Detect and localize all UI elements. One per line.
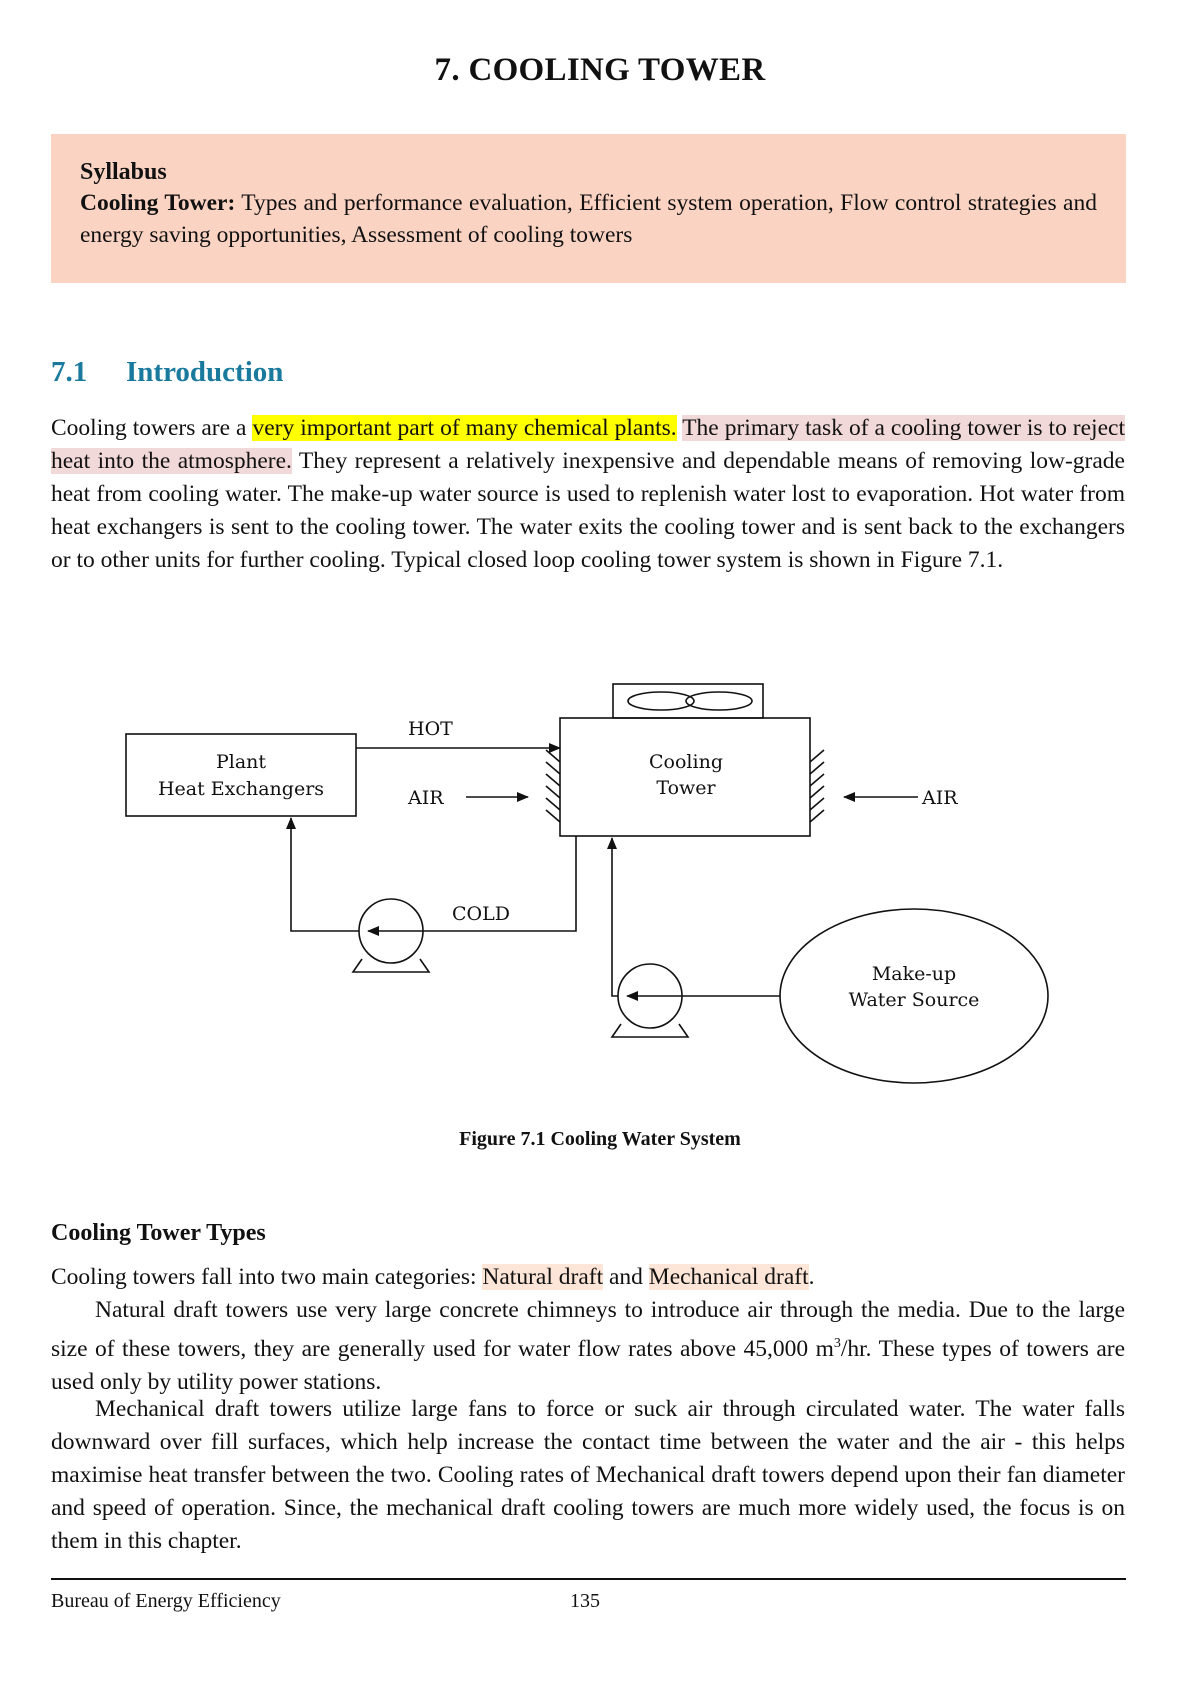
page-title: 7. COOLING TOWER xyxy=(434,52,766,88)
intro-highlight-pink: The primary task of a cooling tower is to reject heat into the atmosphere. xyxy=(51,415,1125,474)
types-paragraph-3: Mechanical draft towers utilize large fans to force or suck air through circulated water. The water falls downward over fill surfaces, which help increase the contact time between the water and the air - this helps maximise heat transfer between the two. Cooling rates of Mechanical draft towers depend upon their fan diameter and speed of operation. Since, the mechanical draft cooling towers are much more widely used, the focus is on them in this chapter. xyxy=(51,1396,1125,1554)
section-heading xyxy=(51,356,283,389)
makeup-label-line2: Water Source xyxy=(848,989,980,1011)
makeup-label-line1: Make-up xyxy=(871,963,957,985)
makeup-to-tower-line xyxy=(612,838,618,996)
cold-label: COLD xyxy=(452,903,510,925)
section-number: 7.1 xyxy=(51,356,88,388)
types-p2-superscript: 3 xyxy=(833,1336,841,1351)
plant-heat-exchangers-box xyxy=(126,734,356,816)
tower-label-line1: Cooling xyxy=(649,751,723,773)
louvres-left xyxy=(546,750,560,822)
types-p2-text-a: Natural draft towers use very large concrete chimneys to introduce air through the media. Due to the large size of these towers, they are generally used for water flow rates above 45,000 m xyxy=(51,1297,1125,1362)
natural-draft-highlight: Natural draft xyxy=(482,1264,604,1290)
types-paragraph-1 xyxy=(51,1261,1125,1294)
pump-cold-base xyxy=(353,959,429,972)
types-p1-text: Cooling towers fall into two main categories: xyxy=(51,1264,483,1290)
intro-text-3: They represent a relatively inexpensive and dependable means of removing low-grade heat from cooling water. The make-up water source is used to replenish water lost to evaporation. Hot water from heat exchangers is sent to the cooling tower. The water exits the cooling tower and is sent back to the exchangers or to other units for further cooling. Typical closed loop cooling tower system is shown in Figure 7.1. xyxy=(51,448,1125,573)
syllabus-text: Types and performance evaluation, Efficient system operation, Flow control strategies and energy saving opportunities, Assessment of cooling towers xyxy=(80,190,1097,248)
types-paragraph-2 xyxy=(51,1294,1125,1399)
syllabus-body xyxy=(80,187,1097,251)
types-p1-end: . xyxy=(808,1264,815,1290)
footer-rule xyxy=(51,1578,1126,1580)
hot-label: HOT xyxy=(408,718,453,740)
section-title: Introduction xyxy=(126,356,284,388)
plant-label-line2: Heat Exchangers xyxy=(157,778,325,800)
syllabus-heading: Syllabus xyxy=(80,159,167,185)
types-heading: Cooling Tower Types xyxy=(51,1220,266,1246)
diagram-svg xyxy=(100,668,1080,1088)
return-to-plant-line xyxy=(291,818,359,931)
footer-page-number: 135 xyxy=(570,1590,600,1612)
intro-text-1: Cooling towers are a xyxy=(51,415,253,441)
cooling-water-system-diagram xyxy=(100,668,1080,1088)
air-left-label: AIR xyxy=(408,787,444,809)
plant-label-line1: Plant xyxy=(215,751,267,773)
syllabus-box xyxy=(51,134,1126,283)
intro-paragraph xyxy=(51,412,1125,577)
syllabus-label: Cooling Tower: xyxy=(80,190,236,216)
air-right-label: AIR xyxy=(922,787,958,809)
footer-organization: Bureau of Energy Efficiency xyxy=(51,1590,281,1612)
figure-caption: Figure 7.1 Cooling Water System xyxy=(459,1128,741,1150)
pump-makeup-base xyxy=(612,1024,688,1037)
types-p1-and: and xyxy=(603,1264,649,1290)
intro-highlight-yellow: very important part of many chemical plants. xyxy=(252,415,677,441)
fan-blade-right xyxy=(686,692,752,710)
mechanical-draft-highlight: Mechanical draft xyxy=(648,1264,809,1290)
types-p2-text-b: /hr. These types of towers are used only by utility power stations. xyxy=(51,1335,1125,1395)
louvres-right xyxy=(810,750,824,822)
fan-blade-left xyxy=(628,692,694,710)
fan-housing xyxy=(613,684,763,718)
tower-label-line2: Tower xyxy=(656,777,716,799)
